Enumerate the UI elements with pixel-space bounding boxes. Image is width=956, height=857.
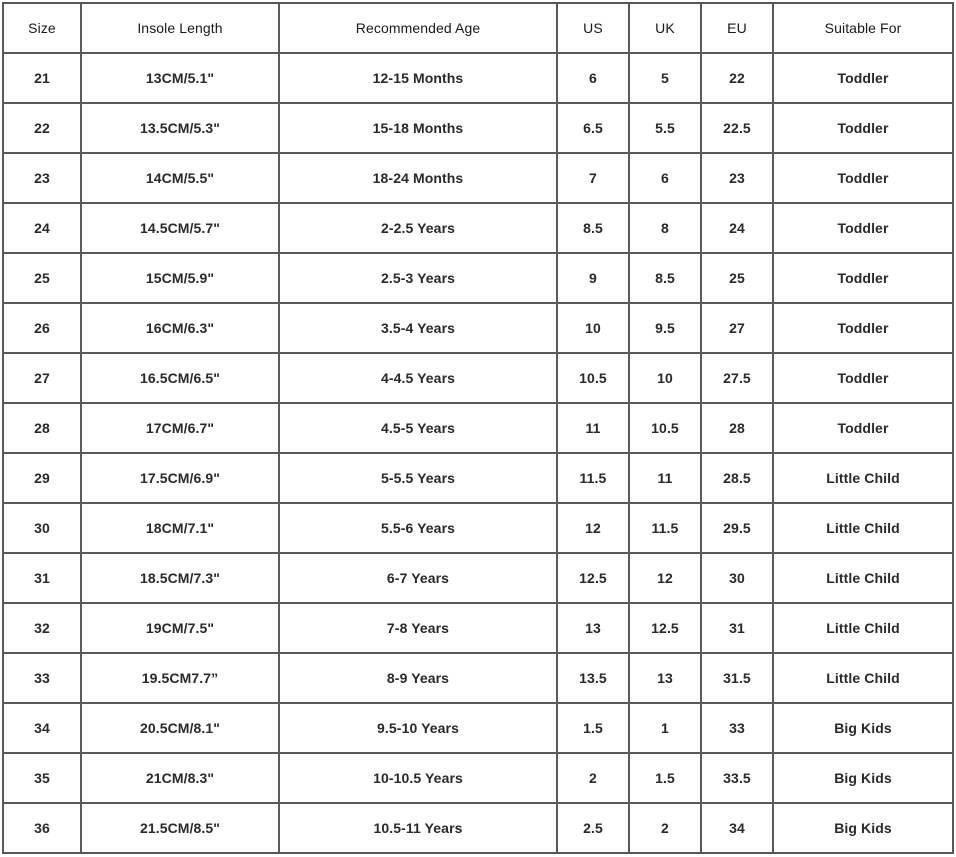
cell-uk: 5.5 bbox=[629, 103, 701, 153]
table-row bbox=[3, 803, 953, 853]
cell-us: 2.5 bbox=[557, 803, 629, 853]
cell-eu: 34 bbox=[701, 803, 773, 853]
cell-eu: 28 bbox=[701, 403, 773, 453]
cell-recommended-age: 5-5.5 Years bbox=[279, 453, 557, 503]
cell-insole-length: 20.5CM/8.1" bbox=[81, 703, 279, 753]
cell-recommended-age: 7-8 Years bbox=[279, 603, 557, 653]
cell-eu: 30 bbox=[701, 553, 773, 603]
cell-suitable-for: Big Kids bbox=[773, 703, 953, 753]
cell-recommended-age: 4-4.5 Years bbox=[279, 353, 557, 403]
table-row bbox=[3, 53, 953, 103]
cell-us: 11.5 bbox=[557, 453, 629, 503]
cell-uk: 6 bbox=[629, 153, 701, 203]
cell-eu: 22.5 bbox=[701, 103, 773, 153]
cell-uk: 11.5 bbox=[629, 503, 701, 553]
table-row bbox=[3, 353, 953, 403]
cell-suitable-for: Little Child bbox=[773, 453, 953, 503]
cell-suitable-for: Toddler bbox=[773, 303, 953, 353]
cell-suitable-for: Toddler bbox=[773, 153, 953, 203]
cell-recommended-age: 2.5-3 Years bbox=[279, 253, 557, 303]
header-eu: EU bbox=[701, 3, 773, 53]
cell-eu: 23 bbox=[701, 153, 773, 203]
cell-insole-length: 18CM/7.1" bbox=[81, 503, 279, 553]
cell-eu: 24 bbox=[701, 203, 773, 253]
header-size: Size bbox=[3, 3, 81, 53]
cell-uk: 1.5 bbox=[629, 753, 701, 803]
table-body bbox=[3, 53, 953, 853]
cell-size: 25 bbox=[3, 253, 81, 303]
cell-suitable-for: Toddler bbox=[773, 203, 953, 253]
cell-size: 31 bbox=[3, 553, 81, 603]
cell-size: 33 bbox=[3, 653, 81, 703]
cell-eu: 22 bbox=[701, 53, 773, 103]
cell-eu: 29.5 bbox=[701, 503, 773, 553]
cell-us: 8.5 bbox=[557, 203, 629, 253]
table-row bbox=[3, 653, 953, 703]
cell-recommended-age: 18-24 Months bbox=[279, 153, 557, 203]
cell-us: 11 bbox=[557, 403, 629, 453]
cell-us: 13.5 bbox=[557, 653, 629, 703]
cell-size: 36 bbox=[3, 803, 81, 853]
cell-size: 29 bbox=[3, 453, 81, 503]
cell-recommended-age: 12-15 Months bbox=[279, 53, 557, 103]
cell-uk: 12 bbox=[629, 553, 701, 603]
cell-size: 26 bbox=[3, 303, 81, 353]
cell-size: 21 bbox=[3, 53, 81, 103]
table-row bbox=[3, 153, 953, 203]
table-row bbox=[3, 453, 953, 503]
cell-uk: 5 bbox=[629, 53, 701, 103]
table-header-row bbox=[3, 3, 953, 53]
cell-eu: 27 bbox=[701, 303, 773, 353]
table-row bbox=[3, 253, 953, 303]
cell-suitable-for: Big Kids bbox=[773, 803, 953, 853]
table-row bbox=[3, 753, 953, 803]
cell-uk: 8 bbox=[629, 203, 701, 253]
table-row bbox=[3, 303, 953, 353]
cell-us: 1.5 bbox=[557, 703, 629, 753]
table-row bbox=[3, 103, 953, 153]
header-recommended-age: Recommended Age bbox=[279, 3, 557, 53]
cell-us: 2 bbox=[557, 753, 629, 803]
cell-uk: 10 bbox=[629, 353, 701, 403]
cell-eu: 28.5 bbox=[701, 453, 773, 503]
cell-size: 22 bbox=[3, 103, 81, 153]
table-row bbox=[3, 553, 953, 603]
cell-suitable-for: Little Child bbox=[773, 553, 953, 603]
cell-us: 12 bbox=[557, 503, 629, 553]
cell-recommended-age: 4.5-5 Years bbox=[279, 403, 557, 453]
cell-us: 10 bbox=[557, 303, 629, 353]
cell-recommended-age: 6-7 Years bbox=[279, 553, 557, 603]
cell-insole-length: 13CM/5.1" bbox=[81, 53, 279, 103]
cell-suitable-for: Little Child bbox=[773, 653, 953, 703]
cell-size: 32 bbox=[3, 603, 81, 653]
cell-insole-length: 13.5CM/5.3" bbox=[81, 103, 279, 153]
cell-eu: 33 bbox=[701, 703, 773, 753]
cell-eu: 31.5 bbox=[701, 653, 773, 703]
cell-size: 30 bbox=[3, 503, 81, 553]
cell-suitable-for: Toddler bbox=[773, 253, 953, 303]
cell-insole-length: 19.5CM7.7” bbox=[81, 653, 279, 703]
cell-recommended-age: 2-2.5 Years bbox=[279, 203, 557, 253]
cell-recommended-age: 10.5-11 Years bbox=[279, 803, 557, 853]
cell-us: 9 bbox=[557, 253, 629, 303]
cell-uk: 9.5 bbox=[629, 303, 701, 353]
cell-size: 35 bbox=[3, 753, 81, 803]
cell-insole-length: 16CM/6.3" bbox=[81, 303, 279, 353]
cell-insole-length: 18.5CM/7.3" bbox=[81, 553, 279, 603]
cell-insole-length: 21.5CM/8.5" bbox=[81, 803, 279, 853]
table-row bbox=[3, 403, 953, 453]
cell-insole-length: 17CM/6.7" bbox=[81, 403, 279, 453]
cell-insole-length: 19CM/7.5" bbox=[81, 603, 279, 653]
cell-uk: 12.5 bbox=[629, 603, 701, 653]
cell-uk: 11 bbox=[629, 453, 701, 503]
cell-us: 10.5 bbox=[557, 353, 629, 403]
header-uk: UK bbox=[629, 3, 701, 53]
cell-suitable-for: Toddler bbox=[773, 53, 953, 103]
cell-insole-length: 21CM/8.3" bbox=[81, 753, 279, 803]
cell-size: 23 bbox=[3, 153, 81, 203]
cell-us: 6.5 bbox=[557, 103, 629, 153]
cell-eu: 27.5 bbox=[701, 353, 773, 403]
cell-uk: 1 bbox=[629, 703, 701, 753]
cell-size: 34 bbox=[3, 703, 81, 753]
cell-uk: 2 bbox=[629, 803, 701, 853]
cell-size: 24 bbox=[3, 203, 81, 253]
cell-suitable-for: Toddler bbox=[773, 353, 953, 403]
cell-eu: 25 bbox=[701, 253, 773, 303]
cell-us: 13 bbox=[557, 603, 629, 653]
cell-recommended-age: 9.5-10 Years bbox=[279, 703, 557, 753]
cell-insole-length: 15CM/5.9" bbox=[81, 253, 279, 303]
cell-uk: 10.5 bbox=[629, 403, 701, 453]
table-row bbox=[3, 703, 953, 753]
header-insole-length: Insole Length bbox=[81, 3, 279, 53]
cell-insole-length: 16.5CM/6.5" bbox=[81, 353, 279, 403]
cell-recommended-age: 3.5-4 Years bbox=[279, 303, 557, 353]
cell-recommended-age: 10-10.5 Years bbox=[279, 753, 557, 803]
cell-suitable-for: Little Child bbox=[773, 603, 953, 653]
cell-insole-length: 14CM/5.5" bbox=[81, 153, 279, 203]
cell-uk: 8.5 bbox=[629, 253, 701, 303]
cell-us: 12.5 bbox=[557, 553, 629, 603]
header-us: US bbox=[557, 3, 629, 53]
cell-suitable-for: Toddler bbox=[773, 103, 953, 153]
cell-us: 6 bbox=[557, 53, 629, 103]
cell-recommended-age: 5.5-6 Years bbox=[279, 503, 557, 553]
table-row bbox=[3, 503, 953, 553]
cell-eu: 31 bbox=[701, 603, 773, 653]
cell-suitable-for: Little Child bbox=[773, 503, 953, 553]
size-chart-container bbox=[2, 2, 952, 853]
cell-recommended-age: 8-9 Years bbox=[279, 653, 557, 703]
cell-size: 28 bbox=[3, 403, 81, 453]
cell-suitable-for: Toddler bbox=[773, 403, 953, 453]
table-row bbox=[3, 203, 953, 253]
cell-recommended-age: 15-18 Months bbox=[279, 103, 557, 153]
cell-insole-length: 17.5CM/6.9" bbox=[81, 453, 279, 503]
header-suitable-for: Suitable For bbox=[773, 3, 953, 53]
cell-us: 7 bbox=[557, 153, 629, 203]
cell-uk: 13 bbox=[629, 653, 701, 703]
table-row bbox=[3, 603, 953, 653]
cell-suitable-for: Big Kids bbox=[773, 753, 953, 803]
size-chart-table bbox=[2, 2, 954, 854]
cell-size: 27 bbox=[3, 353, 81, 403]
cell-insole-length: 14.5CM/5.7" bbox=[81, 203, 279, 253]
cell-eu: 33.5 bbox=[701, 753, 773, 803]
